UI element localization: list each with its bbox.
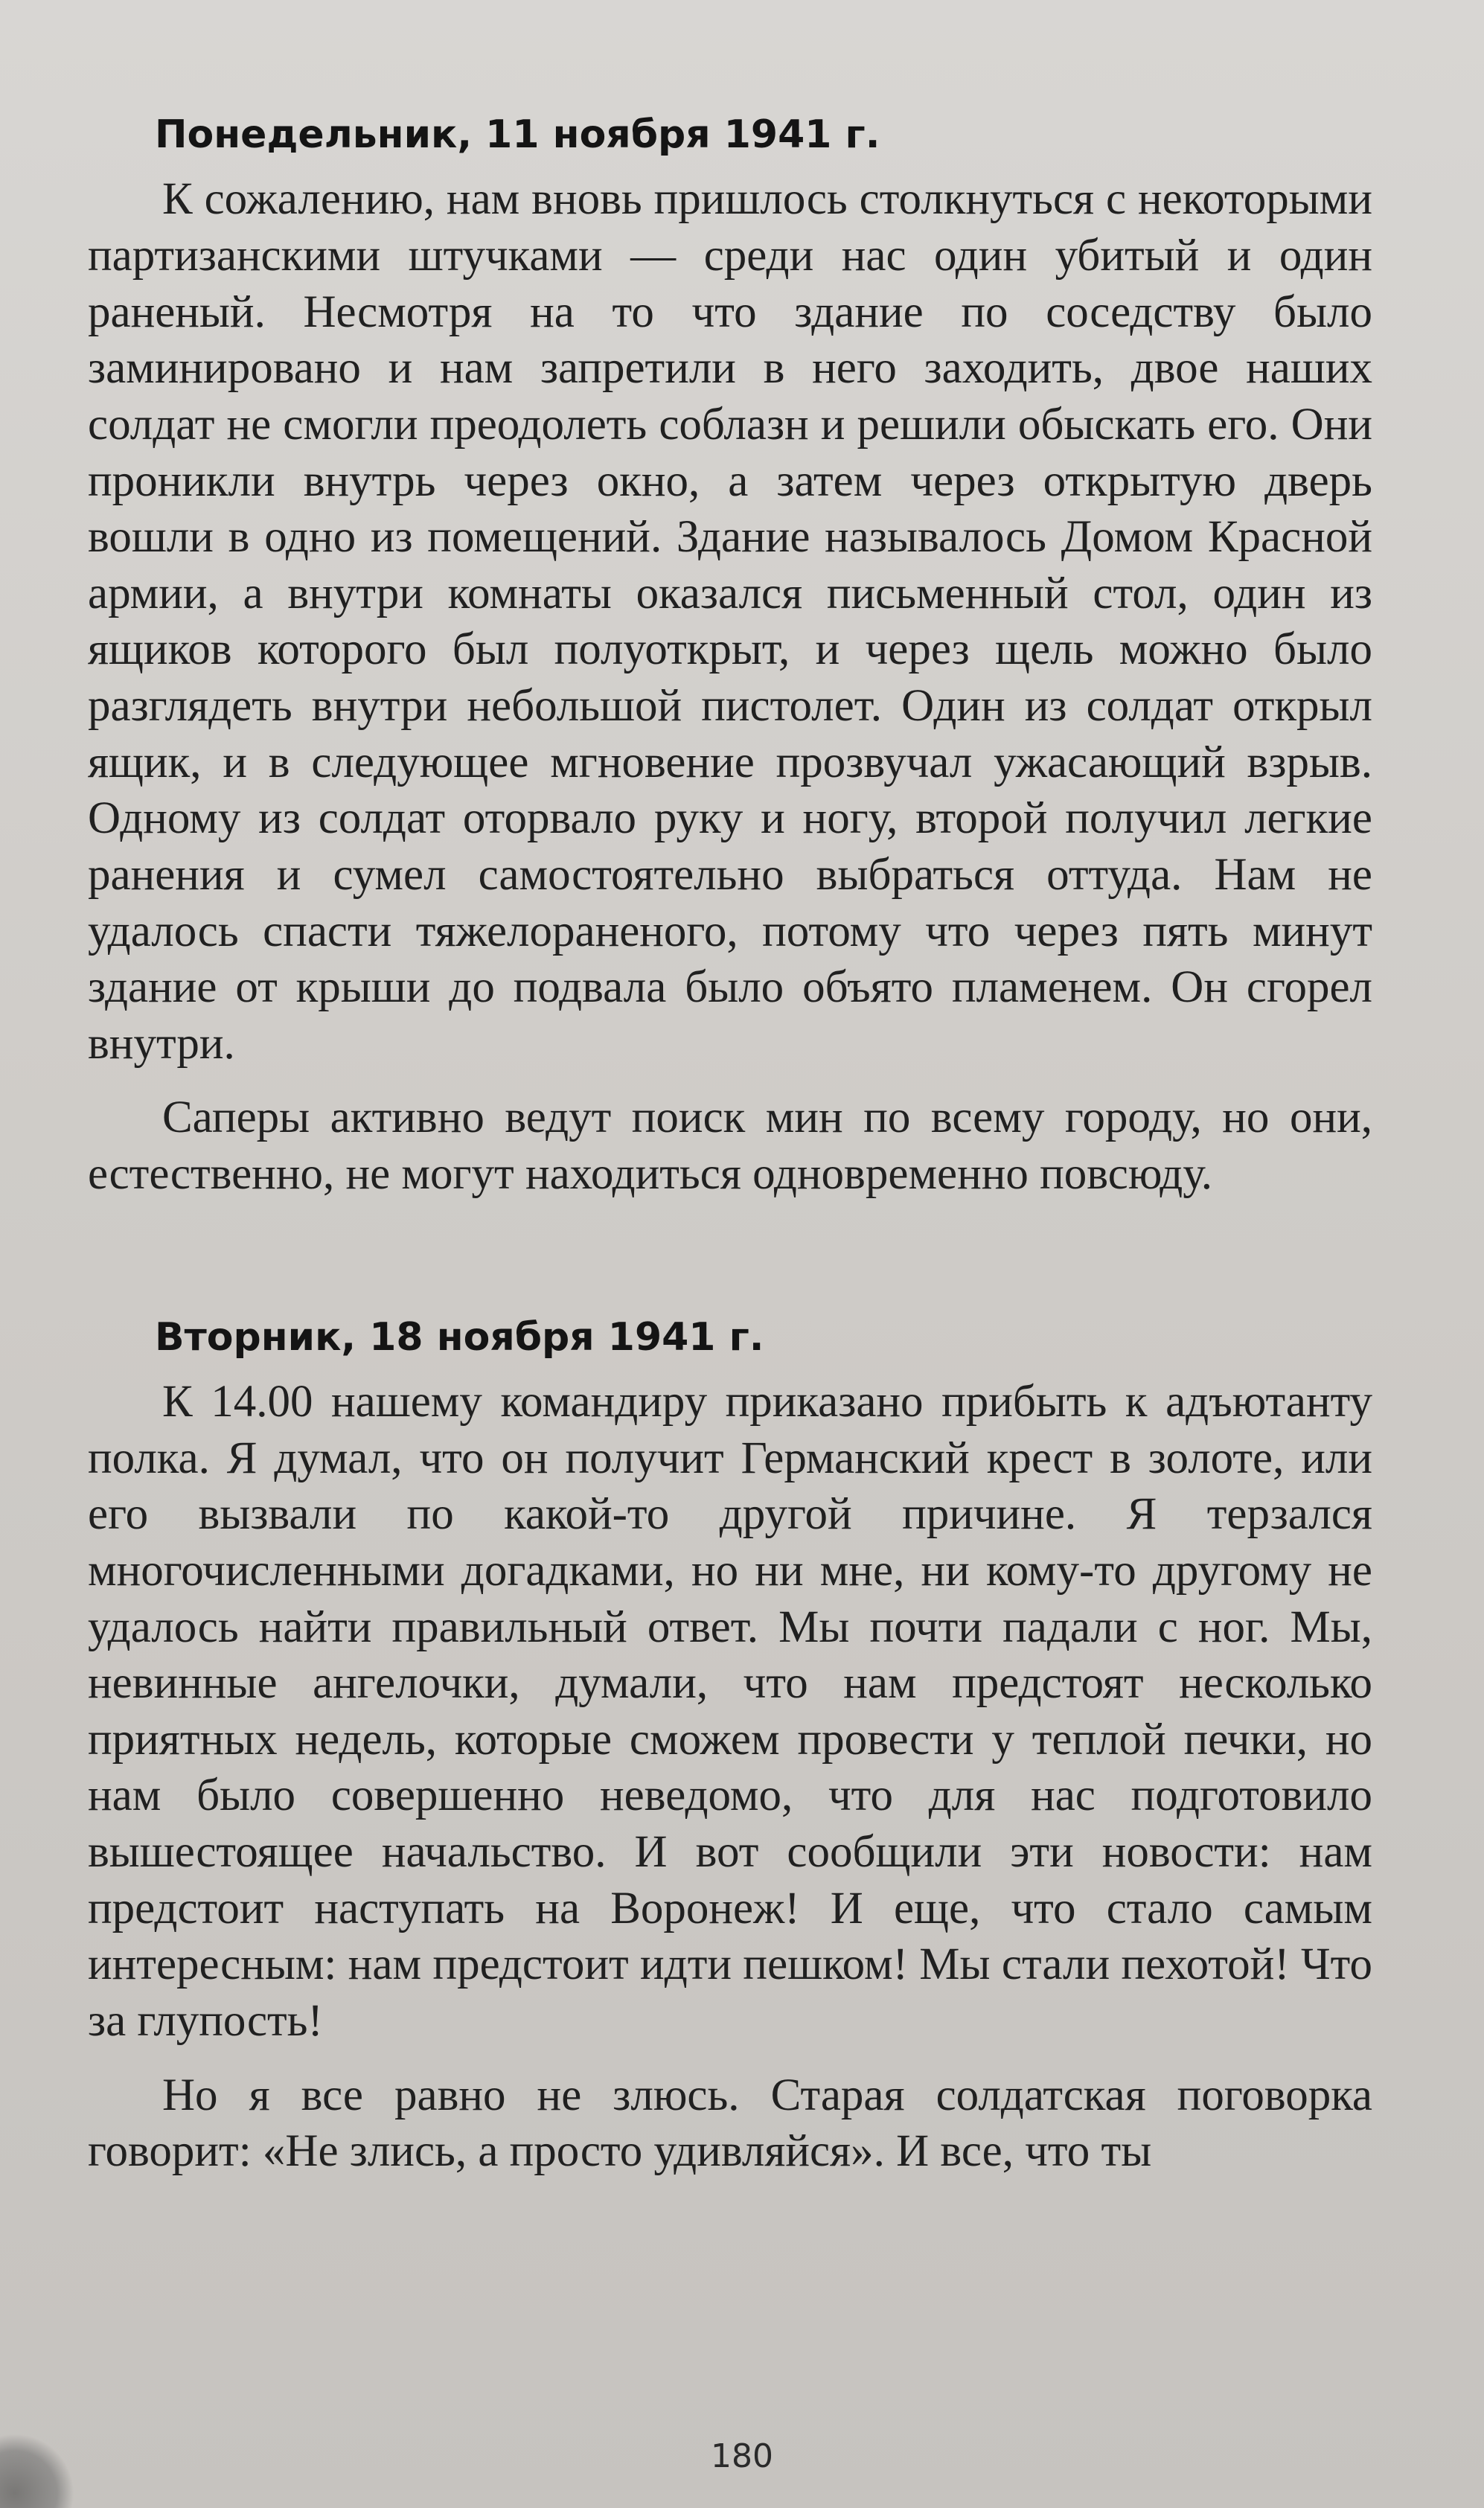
entry-date-heading: Вторник, 18 ноября 1941 г.	[155, 1314, 764, 1360]
entry-paragraph: К 14.00 нашему командиру приказано прибыть к адъютанту полка. Я думал, что он получит Германский крест в золоте, или его вызвали по какой-то другой причине. Я терзался многочисленными догадками, но ни мне, ни кому-то другому не удалось найти правильный ответ. Мы почти падали с ног. Мы, невинные ангелочки, думали, что нам предстоят несколько приятных недель, которые сможем провести у теплой печки, но нам было совершенно неведомо, что для нас подготовило вышестоящее начальство. И вот сообщили эти новости: нам предстоит наступать на Воронеж! И еще, что стало самым интересным: нам предстоит идти пешком! Мы стали пехотой! Что за глупость!	[88, 1377, 1372, 2046]
page-number: 180	[711, 2437, 773, 2475]
entry-paragraph: Но я все равно не злюсь. Старая солдатская поговорка говорит: «Не злись, а просто удивляйся». И все, что ты	[88, 2070, 1372, 2177]
entry-paragraph: Саперы активно ведут поиск мин по всему городу, но они, естественно, не могут находиться одновременно повсюду.	[88, 1093, 1372, 1200]
entry-date-heading: Понедельник, 11 ноября 1941 г.	[155, 112, 880, 157]
diary-entry-nov-18	[88, 1314, 1372, 2180]
diary-entry-nov-11	[88, 112, 1372, 1203]
entry-paragraph: К сожалению, нам вновь пришлось столкнуться с некоторыми партизанскими штучками — среди нас один убитый и один раненый. Несмотря на то что здание по соседству было заминировано и нам запретили в него заходить, двое наших солдат не смогли преодолеть соблазн и решили обыскать его. Они проникли внутрь через окно, а затем через открытую дверь вошли в одно из помещений. Здание называлось Домом Красной армии, а внутри комнаты оказался письменный стол, один из ящиков которого был полуоткрыт, и через щель можно было разглядеть внутри небольшой пистолет. Один из солдат открыл ящик, и в следующее мгновение прозвучал ужасающий взрыв. Одному из солдат оторвало руку и ногу, второй получил легкие ранения и сумел самостоятельно выбраться оттуда. Нам не удалось спасти тяжелораненого, потому что через пять минут здание от крыши до подвала было объято пламенем. Он сгорел внутри.	[88, 174, 1372, 1069]
